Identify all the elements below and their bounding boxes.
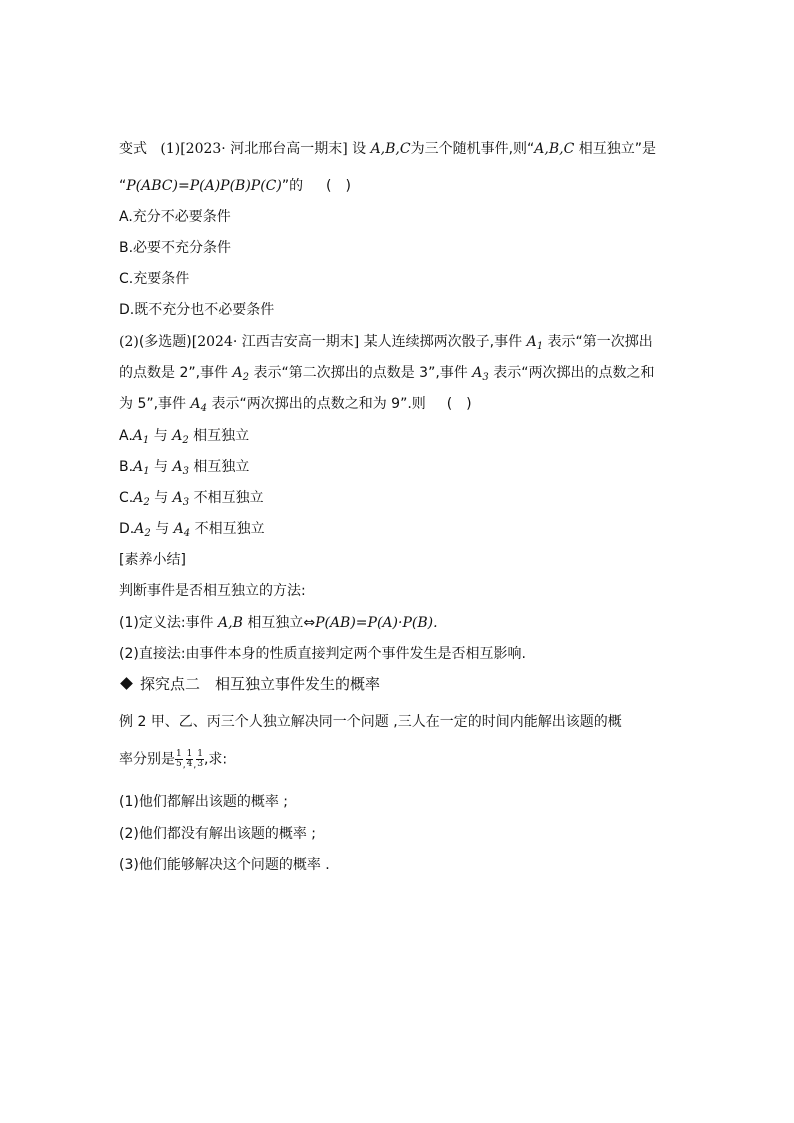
q1-vars: A,B,C	[370, 141, 411, 157]
q2-text-2: 表示“第一次掷出	[547, 334, 653, 350]
q1-text-c: 相互独立”是	[578, 141, 657, 157]
summary-method-1: (1)定义法:事件 A,B 相互独立⇔P(AB)=P(A)·P(B).	[119, 615, 438, 631]
q2-text-1: 某人连续掷两次骰子,事件	[363, 334, 523, 350]
q2-blank: ( )	[446, 396, 472, 412]
q2-event-a3: $A_3$	[472, 365, 489, 383]
q1-vars-quoted: A,B,C	[534, 141, 575, 157]
q2-option-d: $D.A_2$ 与 $A_4$ 不相互独立	[119, 521, 265, 539]
q1-option-c: C.充要条件	[119, 271, 190, 287]
variant-q2-line3	[119, 395, 472, 413]
variant-q2-line2	[119, 364, 654, 382]
section-heading	[119, 674, 380, 694]
q2-text-6: 为 5”,事件	[119, 396, 187, 412]
q2-number: (2)	[119, 334, 139, 350]
example-line1	[119, 713, 622, 731]
q2-event-a2: $A_2$	[232, 365, 250, 383]
example-part-3: (3)他们能够解决这个问题的概率 .	[119, 857, 330, 873]
q1-option-d: D.既不充分也不必要条件	[119, 302, 275, 318]
q2-source: [2024· 江西吉安高一期末]	[191, 334, 360, 350]
q1-blank: ( )	[326, 178, 351, 194]
variant-label: 变式	[119, 141, 147, 157]
example-label: 例 2	[119, 714, 147, 730]
example-part-2: (2)他们都没有解出该题的概率 ;	[119, 826, 316, 842]
section-title: 探究点二 相互独立事件发生的概率	[140, 675, 381, 693]
q2-text-5: 表示“两次掷出的点数之和	[493, 365, 655, 381]
q2-text-3: 的点数是 2”,事件	[119, 365, 229, 381]
variant-q1-line1	[119, 140, 656, 158]
q2-text-7: 表示“两次掷出的点数之和为 9”.则	[211, 396, 426, 412]
variant-q1-line2: “P(ABC)=P(A)P(B)P(C)”的 ( )	[119, 178, 351, 194]
q2-tag: (多选题)	[138, 334, 192, 350]
q1-text-d: ”的	[281, 178, 304, 194]
diamond-bullet-icon	[120, 677, 133, 690]
q1-text-a: 设	[352, 141, 367, 157]
q1-formula: P(ABC)=P(A)P(B)P(C)	[126, 178, 282, 194]
q1-source: [2023· 河北邢台高一期末]	[180, 141, 348, 157]
q1-number: (1)	[160, 141, 181, 157]
q2-event-a1: $A_1$	[526, 334, 544, 352]
example-text-1: 甲、乙、丙三个人独立解决同一个问题 ,三人在一定的时间内能解出该题的概	[150, 714, 622, 730]
q2-text-4: 表示“第二次掷出的点数是 3”,事件	[253, 365, 468, 381]
variant-q2-line1	[119, 333, 653, 351]
q2-option-c: $C.A_2$ 与 $A_3$ 不相互独立	[119, 490, 264, 508]
summary-intro: 判断事件是否相互独立的方法:	[119, 583, 306, 599]
summary-method-2: (2)直接法:由事件本身的性质直接判定两个事件发生是否相互影响.	[119, 646, 526, 662]
q1-option-a: A.充分不必要条件	[119, 209, 231, 225]
example-part-1: (1)他们都解出该题的概率 ;	[119, 794, 288, 810]
q1-option-b: B.必要不充分条件	[119, 240, 232, 256]
q2-option-b: $B.A_1$ 与 $A_3$ 相互独立	[119, 459, 250, 477]
fraction-1: $\frac{1}{5}$	[176, 749, 182, 769]
fraction-3: $\frac{1}{3}$	[197, 749, 203, 769]
q2-option-a: $A.A_1$ 与 $A_2$ 相互独立	[119, 428, 250, 446]
summary-label: [素养小结]	[119, 552, 186, 568]
example-line2: 率分别是 $\frac{1}{5}$ $_,$ $\frac{1}{4}$ $_,$ $\frac{1}{3}$ ,求:	[119, 749, 228, 771]
q1-text-b: 为三个随机事件,则“	[410, 141, 535, 157]
fraction-2: $\frac{1}{4}$	[186, 749, 193, 769]
q2-event-a4: $A_4$	[190, 396, 208, 414]
